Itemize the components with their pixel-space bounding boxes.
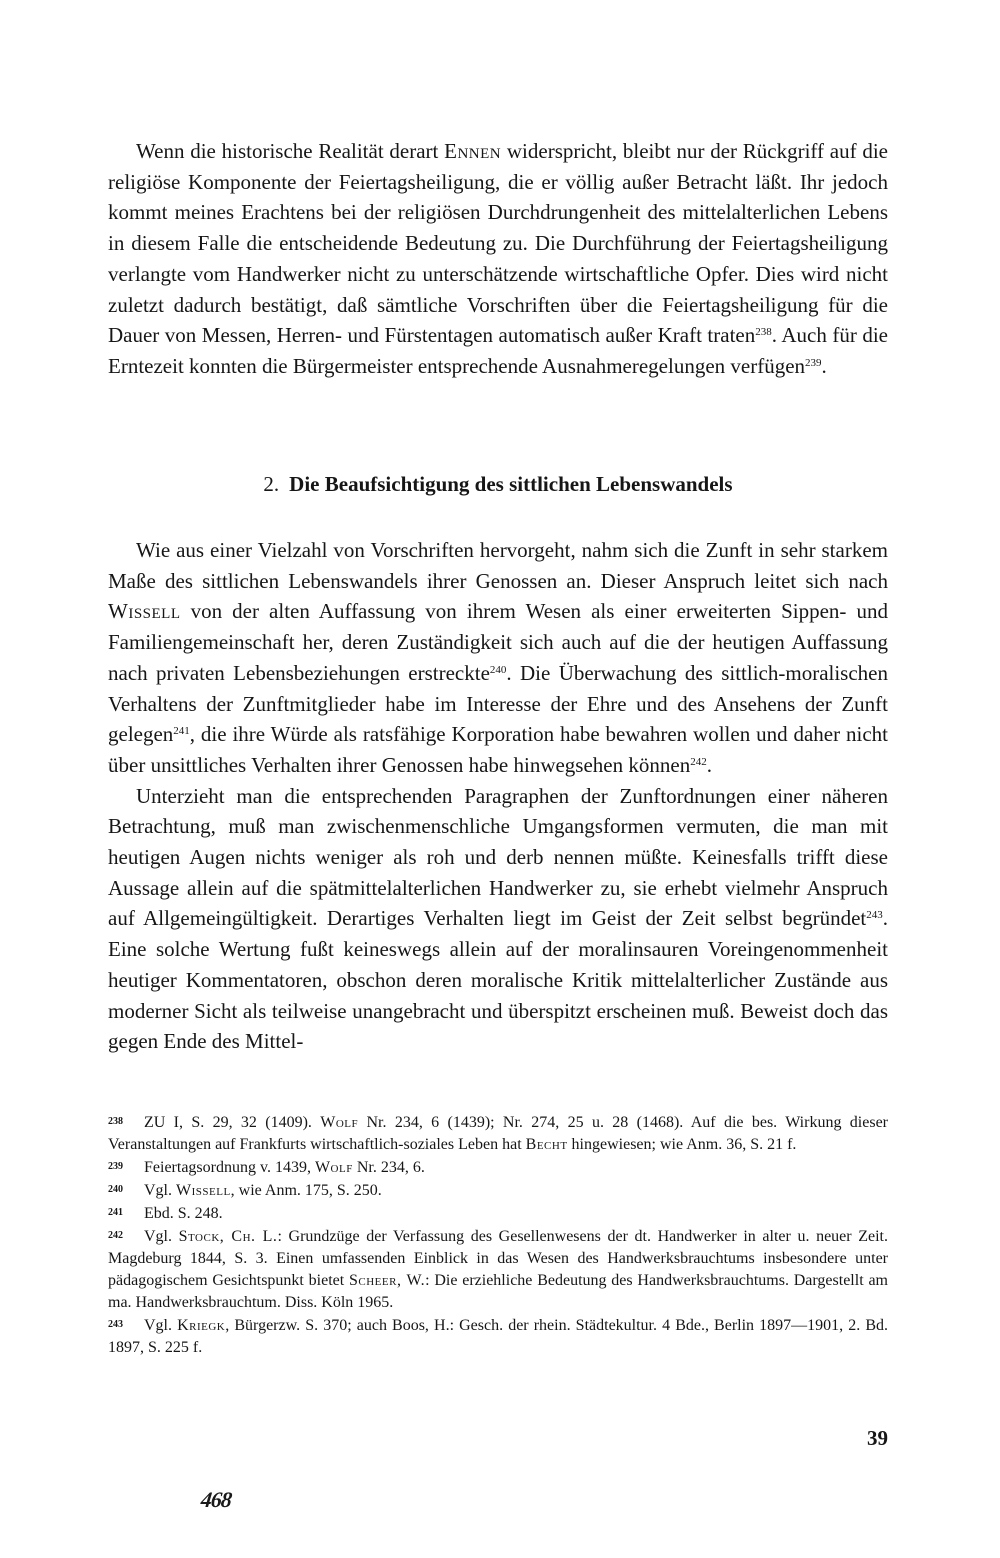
footnote-text: Vgl. xyxy=(144,1228,179,1245)
author-name: Wissell xyxy=(176,1182,231,1199)
footnote-text: Nr. 234, 6 (1439); Nr. 274, 25 u. 28 (1468). Auf die bes. Wirkung dieser Veranstaltungen auf Frankfurts wirtschaftlich-soziales Leben hat xyxy=(108,1114,889,1153)
archive-stamp-number: 468 xyxy=(199,1487,233,1512)
footnote-241 xyxy=(108,1202,888,1225)
footnote-243 xyxy=(108,1314,888,1359)
author-name: Kriegk xyxy=(177,1317,226,1334)
author-name-ennen: Ennen xyxy=(444,139,502,163)
footnote-ref-243[interactable]: 243 xyxy=(866,909,883,922)
page-number: 39 xyxy=(867,1426,888,1450)
footnote-number: 238 xyxy=(108,1116,123,1127)
section-title: Die Beaufsichtigung des sittlichen Lebenswandels xyxy=(289,472,733,496)
section-number: 2. xyxy=(263,472,280,496)
footnote-ref-240[interactable]: 240 xyxy=(489,663,507,676)
footnote-number: 240 xyxy=(108,1184,123,1195)
author-name-wissell: Wissell xyxy=(108,599,181,624)
footnote-ref-239[interactable]: 239 xyxy=(805,356,822,369)
footnote-ref-238[interactable]: 238 xyxy=(755,326,772,339)
footnote-number: 242 xyxy=(108,1230,123,1241)
footnote-239 xyxy=(108,1156,888,1179)
footnote-text: ZU I, S. 29, 32 (1409). xyxy=(144,1114,321,1131)
author-name: Stock, Ch. L. xyxy=(178,1228,278,1245)
footnote-238 xyxy=(108,1111,888,1156)
footnote-240 xyxy=(108,1179,888,1202)
footnote-number: 241 xyxy=(108,1207,123,1218)
footnote-text: Nr. 234, 6. xyxy=(352,1159,425,1176)
footnote-ref-241[interactable]: 241 xyxy=(173,725,190,738)
footnote-text: , wie Anm. 175, S. 250. xyxy=(230,1182,382,1199)
author-name: Becht xyxy=(525,1136,568,1153)
author-name: Wolf xyxy=(320,1114,359,1131)
footnote-number: 243 xyxy=(108,1319,123,1330)
footnote-text: Vgl. xyxy=(144,1317,178,1334)
paragraph-text: Wenn die historische Realität derart Ennen widerspricht, bleibt nur der Rückgriff auf die religiöse Komponente der Feiertagsheiligung, die er völlig außer Betracht läßt. Ihr jedoch kommt meines Erachtens bei der religiösen Durchdrungenheit des mittelalterlichen Lebens in diesem Falle die entscheidende Bedeutung zu. Die Durchführung der Feiertagsheiligung verlangte vom Handwerker nicht zu unterschätzende wirtschaftliche Opfer. Dies wird nicht zuletzt dadurch bestätigt, daß sämtliche Vorschriften über die Feiertagsheiligung für die Dauer von Messen, Herren- und Fürstentagen automatisch außer Kraft traten$^{238}$. Auch für die Erntezeit konnten die Bürgermeister entsprechende Ausnahmeregelungen verfügen$^{239}$. xyxy=(108,139,888,378)
footnote-text: : Grundzüge der Verfassung des Gesellenwesens der dt. Handwerker in alter u. neuer Zeit. Magdeburg 1844, S. 3. Einen umfassenden Einblick in das Wesen des Handwerksbrauchtums insbesondere unter pädagogischem Gesichtspunkt bietet xyxy=(108,1228,889,1289)
author-name: Scheer, W. xyxy=(349,1272,426,1289)
footnote-text: hingewiesen; wie Anm. 36, S. 21 f. xyxy=(567,1136,797,1153)
footnote-ref-242[interactable]: 242 xyxy=(690,755,707,768)
section-body xyxy=(108,535,888,1057)
footnote-number: 239 xyxy=(108,1161,123,1172)
section-heading xyxy=(108,472,888,497)
paragraph-lebenswandel: Wie aus einer Vielzahl von Vorschriften hervorgeht, nahm sich die Zunft in sehr starkem Maße des sittlichen Lebenswandels ihrer Genossen an. Dieser Anspruch leitet sich nach Wissell von der alten Auffassung von ihrem Wesen als einer erweiterten Sippen- und Familiengemeinschaft her, deren Zuständigkeit sich auch auf die der heutigen Auffassung nach privaten Lebensbeziehungen erstreckte$^{240}$. Die Überwachung des sittlich-moralischen Verhaltens der Zunftmitglieder habe im Interesse der Ehre und des Ansehens der Zunft gelegen$^{241}$, die ihre Würde als ratsfähige Korporation habe bewahren wollen und daher nicht über unsittliches Verhalten ihrer Genossen habe hinwegsehen können$^{242}$. xyxy=(108,538,888,777)
footnotes-section xyxy=(108,1111,888,1359)
footnote-242 xyxy=(108,1225,888,1314)
paragraph-zunftordnungen: Unterzieht man die entsprechenden Paragraphen der Zunftordnungen einer näheren Betrachtung, muß man zwischenmenschliche Umgangsformen vermuten, die man mit heutigen Augen nichts weniger als roh und derb nennen müßte. Keinesfalls trifft diese Aussage allein auf die spätmittelalterlichen Handwerker zu, sie erhebt vielmehr Anspruch auf Allgemeingültigkeit. Derartiges Verhalten liegt im Geist der Zeit selbst begründet$^{243}$. Eine solche Wertung fußt keineswegs allein auf der moralinsauren Voreingenommenheit heutiger Kommentatoren, obschon deren moralische Kritik mittelalterlicher Zustände aus moderner Sicht als teilweise unangebracht und überspitzt erscheinen muß. Beweist doch das gegen Ende des Mittel- xyxy=(108,783,888,1054)
footnote-text: : Die erziehliche Bedeutung des Handwerksbrauchtums. Dargestellt am ma. Handwerksbrauchtum. Diss. Köln 1965. xyxy=(108,1272,888,1311)
footnote-text: , Bürgerzw. S. 370; auch Boos, H.: Gesch. der rhein. Städtekultur. 4 Bde., Berlin 1897—1901, 2. Bd. 1897, S. 225 f. xyxy=(108,1317,888,1356)
paragraph-feiertagsheiligung xyxy=(108,136,888,382)
footnote-text: Ebd. S. 248. xyxy=(144,1205,223,1222)
footnote-text: Vgl. xyxy=(144,1182,176,1199)
footnote-text: Feiertagsordnung v. 1439, xyxy=(144,1159,315,1176)
author-name: Wolf xyxy=(314,1159,353,1176)
